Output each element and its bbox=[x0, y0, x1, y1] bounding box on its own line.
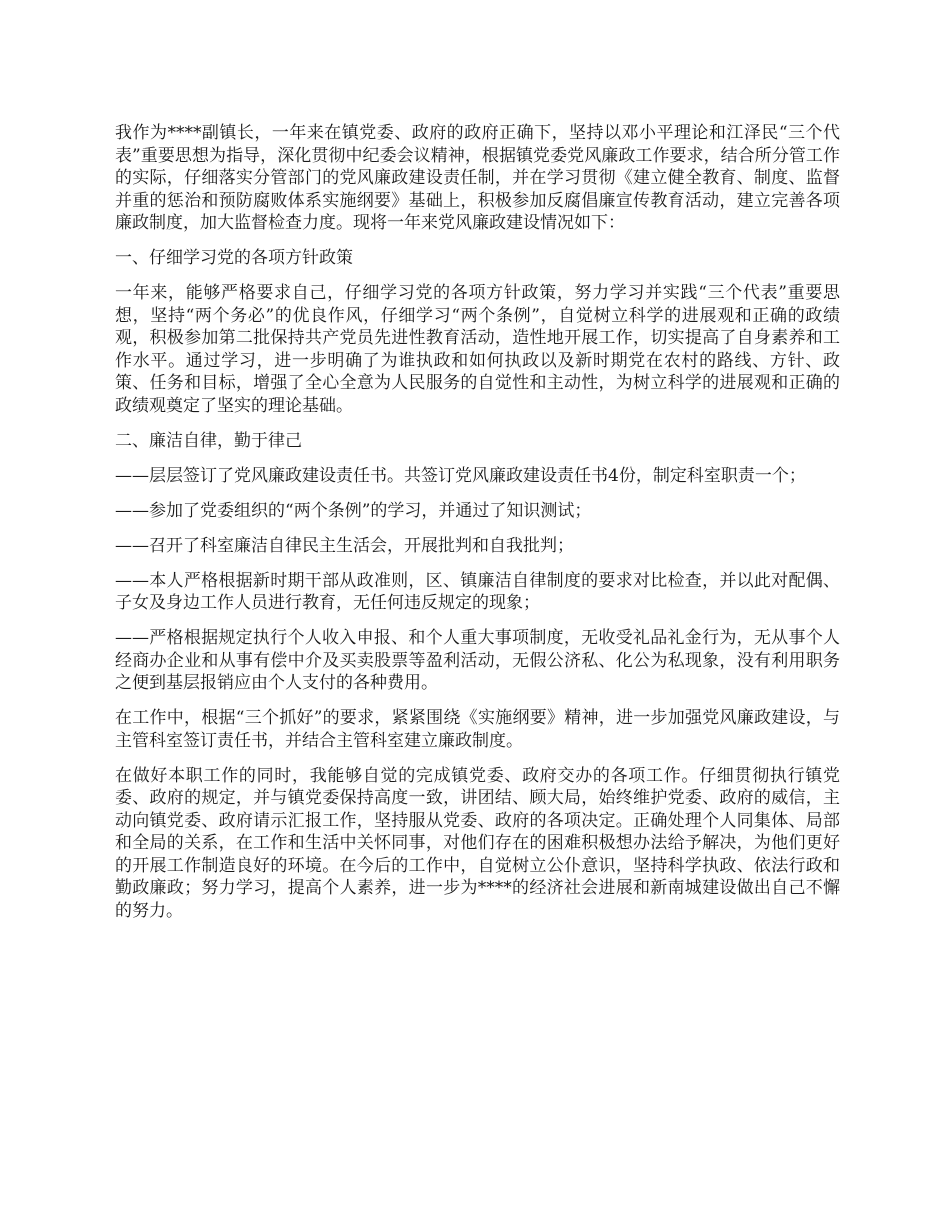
intro-paragraph: 我作为****副镇长，一年来在镇党委、政府的政府正确下，坚持以邓小平理论和江泽民“三个代表”重要思想为指导，深化贯彻中纪委会议精神，根据镇党委党风廉政工作要求，结合所分管工作的实际，仔细落实分管部门的党风廉政建设责任制，并在学习贯彻《建立健全教育、制度、监督并重的惩治和预防腐败体系实施纲要》基础上，积极参加反腐倡廉宣传教育活动，建立完善各项廉政制度，加大监督检查力度。现将一年来党风廉政建设情况如下： bbox=[115, 123, 840, 233]
work-paragraph: 在工作中，根据“三个抓好”的要求，紧紧围绕《实施纲要》精神，进一步加强党风廉政建设，与主管科室签订责任书，并结合主管科室建立廉政制度。 bbox=[115, 708, 840, 751]
section-1-paragraph: 一年来，能够严格要求自己，仔细学习党的各项方针政策，努力学习并实践“三个代表”重要思想，坚持“两个务必”的优良作风，仔细学习“两个条例”，自觉树立科学的进展观和正确的政绩观，积极参加第二批保持共产党员先进性教育活动，造性地开展工作，切实提高了自身素养和工作水平。通过学习，进一步明确了为谁执政和如何执政以及新时期党在农村的路线、方针、政策、任务和目标，增强了全心全意为人民服务的自觉性和主动性，为树立科学的进展观和正确的政绩观奠定了坚实的理论基础。 bbox=[115, 283, 840, 416]
list-item-meeting: ——召开了科室廉洁自律民主生活会，开展批判和自我批判； bbox=[115, 535, 574, 556]
list-item-responsibility: ——层层签订了党风廉政建设责任书。共签订党风廉政建设责任书4份，制定科室职责一个； bbox=[115, 465, 806, 486]
section-heading-1: 一、仔细学习党的各项方针政策 bbox=[115, 248, 353, 268]
section-heading-2: 二、廉洁自律，勤于律己 bbox=[115, 430, 302, 451]
closing-paragraph: 在做好本职工作的同时，我能够自觉的完成镇党委、政府交办的各项工作。仔细贯彻执行镇党委、政府的规定，并与镇党委保持高度一致，讲团结、顾大局，始终维护党委、政府的威信，主动向镇党委、政府请示汇报工作，坚持服从党委、政府的各项决定。正确处理个人同集体、局部和全局的关系，在工作和生活中关怀同事，对他们存在的困难积极想办法给予解决，为他们更好的开展工作制造良好的环境。在今后的工作中，自觉树立公仆意识，坚持科学执政、依法行政和勤政廉政；努力学习，提高个人素养，进一步为****的经济社会进展和新南城建设做出自己不懈的努力。 bbox=[115, 765, 840, 921]
document-body bbox=[115, 122, 840, 935]
list-item-income-report: ——严格根据规定执行个人收入申报、和个人重大事项制度，无收受礼品礼金行为，无从事个人经商办企业和从事有偿中介及买卖股票等盈利活动，无假公济私、化公为私现象，没有利用职务之便到基层报销应由个人支付的各种费用。 bbox=[115, 628, 840, 693]
list-item-self-check: ——本人严格根据新时期干部从政准则，区、镇廉洁自律制度的要求对比检查，并以此对配偶、子女及身边工作人员进行教育，无任何违反规定的现象； bbox=[115, 570, 840, 613]
list-item-study: ——参加了党委组织的“两个条例”的学习，并通过了知识测试； bbox=[115, 500, 592, 521]
